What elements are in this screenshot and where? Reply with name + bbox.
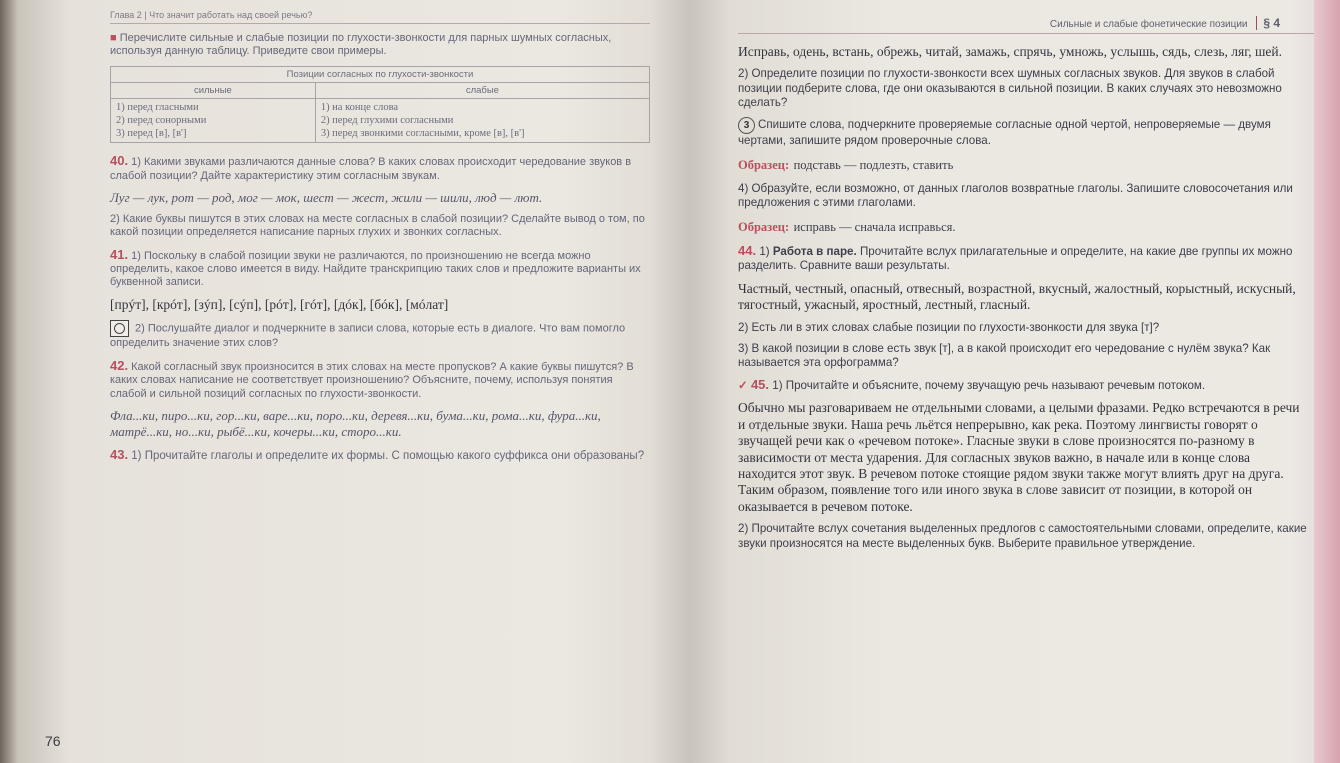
intro-task [110,32,650,59]
ex41-number: 41. [110,246,129,262]
weak-cell [315,98,649,142]
ex40-words: Луг — лук, рот — род, мог — мок, шест — жест, жили — шили, люд — лют. [110,190,543,205]
sample-2 [738,217,1310,237]
chapter-header: Глава 2 | Что значит работать над своей речью? [110,10,650,24]
ex40-q1 [110,153,650,183]
page-edge [1314,0,1340,763]
strong-cell [111,98,316,142]
section-title: Сильные и слабые фонетические позиции [1049,19,1248,30]
ex41-q1 [110,247,650,290]
ex40-number: 40. [110,153,129,169]
ex45-text: Обычно мы разговариваем не отдельными словами, а целыми фразами. Редко встречаются в речи и отдельные звуки. Наша речь льётся непрерывно, как река. Поэтому лингвисты говорят о звучащей речи как о «речевом потоке». Гласные звуки в слове произносятся по-разному в зависимости от места ударения. Для согласных звуков важно, в начале или в конце слова находится этот звук. В речевом потоке стоящие рядом звуки также могут влиять друг на друга. Таким образом, появление того или иного звука в слове зависит от позиции, в которой он оказывается в речевом потоке. [738,400,1300,514]
ex41-q2-text: 2) Послушайте диалог и подчеркните в записи слова, которые есть в диалоге. Что вам помогло определить значение этих слов? [110,322,626,350]
ex42-words: Фла...ки, пиро...ки, гор...ки, варе...ки, поро...ки, деревя...ки, бума...ки, рома...ки, фура...ки, матрё...ки, но...ки, рыбё...ки, кочеры...ки, сторо...ки. [110,407,601,439]
q2: 2) Определите позиции по глухости-звонкости всех шумных согласных звуков. Для звуков в слабой позиции подберите слова, где они оказываются в сильной позиции. В каких случаях это невозможно сделать? [738,67,1282,109]
ex44-adjectives: Частный, честный, опасный, отвесный, возрастной, вкусный, жалостный, корыстный, искусный, тягостный, ужасный, яростный, лестный, гласный. [738,280,1296,313]
page-number: 76 [45,733,61,749]
section-header [738,10,1340,34]
ex45-q2: 2) Прочитайте вслух сочетания выделенных предлогов с самостоятельными словами, определите, какие звуки произносятся на месте выделенных букв. Выберите правильное утверждение. [738,522,1307,550]
audio-icon [110,320,129,337]
ex45-q1 [738,377,1310,393]
ex41-transcription: [прýт], [крóт], [зýп], [сýп], [рóт], [гóт], [дóк], [бóк], [мóлат] [110,296,449,312]
ex44-q1: 44. 1) Работа в паре. Прочитайте вслух прилагательные и определите, на какие две группы их можно разделить. Сравните ваши результаты. [738,243,1293,273]
sample-1-text: подставь — подлезть, ставить [793,158,954,173]
ex40-q2: 2) Какие буквы пишутся в этих словах на месте согласных в слабой позиции? Сделайте вывод о том, по какой позиции определяется написание парных глухих и звонких согласных. [110,212,645,239]
ex42-q [110,358,650,401]
circled-number: 3 [738,117,755,134]
verbs-list: Исправь, одень, встань, обрежь, читай, замажь, спрячь, умножь, услышь, сядь, слезь, ляг, шей. [738,44,1282,59]
ex42-q-text: Какой согласный звук произносится в этих словах на месте пропусков? А какие буквы пишутся? В каких словах написание не соответствует произношению? Объясните, почему, используя понятия слабой и сильной позиций согласных по глухости-звонкости. [110,360,634,400]
table-title: Позиции согласных по глухости-звонкости [111,66,650,82]
ex45-q1-text: 1) Прочитайте и объясните, почему звучащую речь называют речевым потоком. [772,378,1206,392]
q3-text: Спишите слова, подчеркните проверяемые согласные одной чертой, непроверяемые — двумя чертами, запишите рядом проверочные слова. [738,117,1271,147]
strong-item: 2) перед сонорными [116,114,207,126]
pair-work-label: Работа в паре. [772,245,857,259]
weak-item: 3) перед звонкими согласными, кроме [в], [в'] [320,128,525,140]
bullet-icon: ■ [110,32,120,44]
consonant-positions-table [110,66,650,143]
sample-2-text: исправь — сначала исправься. [793,219,956,234]
section-number: § 4 [1256,16,1280,30]
weak-item: 2) перед глухими согласными [320,114,454,126]
check-icon: ✓ [738,378,751,392]
q4: 4) Образуйте, если возможно, от данных глаголов возвратные глаголы. Запишите словосочетания или предложения с этими глаголами. [738,181,1293,209]
ex43-q [110,447,650,463]
right-content [738,44,1340,551]
sample-label: Образец: [738,219,790,234]
col-weak: слабые [315,82,649,98]
ex43-number: 43. [110,446,129,462]
ex44-number: 44. [738,243,757,259]
ex44-q1-text: Прочитайте вслух прилагательные и определите, на какие две группы их можно разделить. Сравните ваши результаты. [738,245,1293,273]
col-strong: сильные [111,82,316,98]
ex41-q2 [110,320,650,350]
ex44-q2: 2) Есть ли в этих словах слабые позиции по глухости-звонкости для звука [т]? [738,320,1160,334]
ex40-q1-text: 1) Какими звуками различаются данные слова? В каких словах происходит чередование звуков в слабой позиции? Дайте характеристику этим согласным звукам. [110,156,632,182]
q3 [738,117,1310,148]
ex44-q3: 3) В какой позиции в слове есть звук [т], а в какой происходит его чередование с нулём звука? Как называется эта орфограмма? [738,341,1271,369]
ex45-number: 45. [750,376,770,392]
strong-item: 3) перед [в], [в'] [116,128,187,140]
ex41-q1-text: 1) Поскольку в слабой позиции звуки не различаются, по произношению не всегда можно определить, какое слово имеется в виду. Найдите транскрипцию таких слов и предложите варианты их буквенной записи. [110,249,641,289]
weak-item: 1) на конце слова [320,101,399,113]
right-page [690,0,1340,763]
strong-item: 1) перед гласными [116,101,199,113]
sample-1 [738,155,1310,175]
sample-label: Образец: [738,158,790,173]
intro-task-text: Перечислите сильные и слабые позиции по глухости-звонкости для парных шумных согласных, используя данную таблицу. Приведите свои примеры. [110,32,612,58]
ex42-number: 42. [110,357,129,373]
ex43-q-text: 1) Прочитайте глаголы и определите их формы. С помощью какого суффикса они образованы? [131,449,645,462]
